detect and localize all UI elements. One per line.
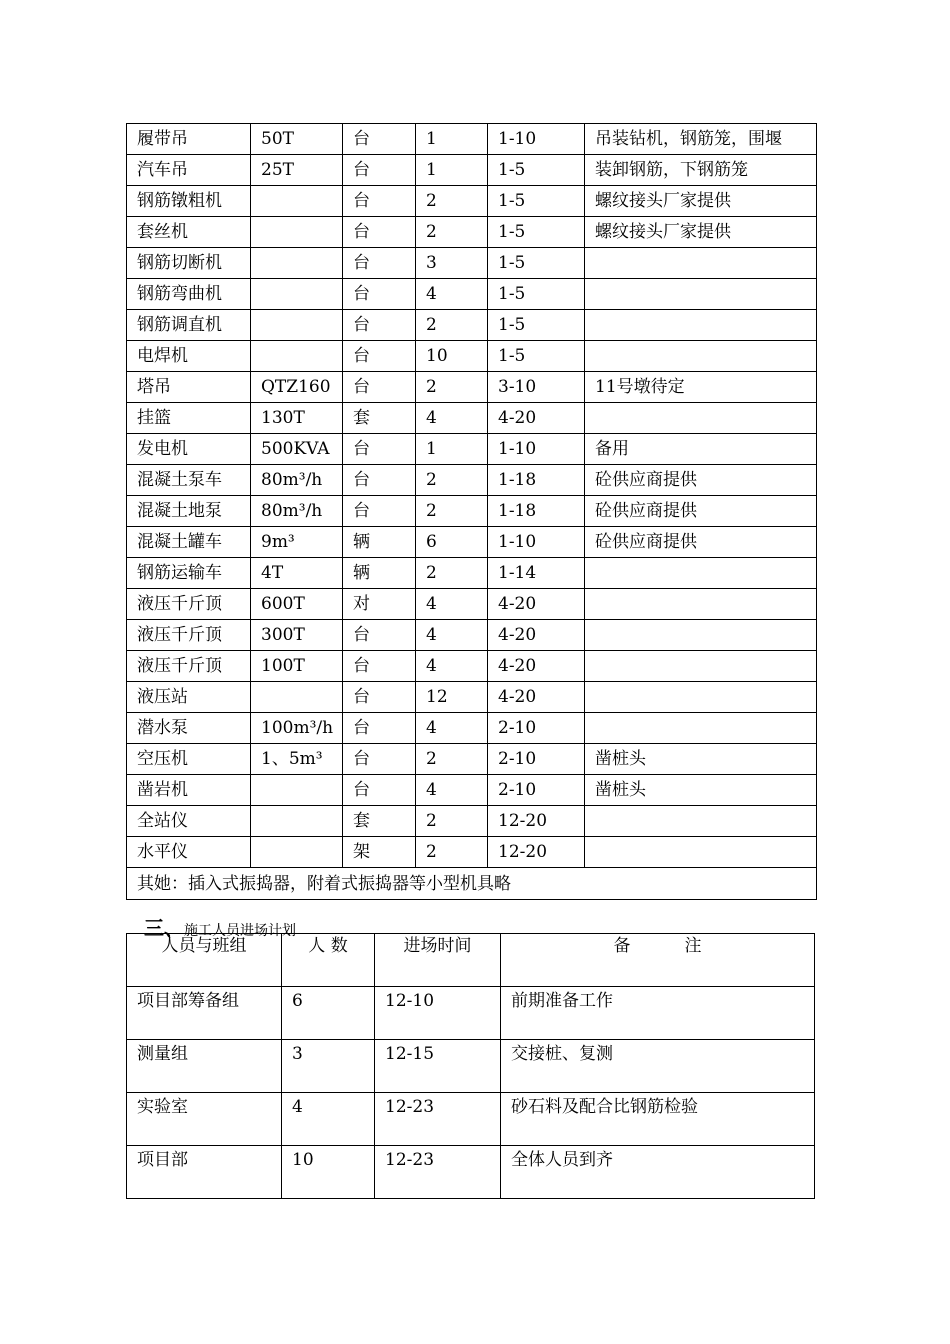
equipment-cell-name: 空压机 — [127, 744, 251, 775]
equipment-cell-note — [585, 682, 817, 713]
equipment-cell-qty: 1 — [416, 434, 488, 465]
equipment-cell-name: 液压千斤顶 — [127, 651, 251, 682]
equipment-row — [127, 248, 817, 279]
equipment-cell-period: 1-5 — [488, 341, 585, 372]
equipment-cell-unit: 台 — [343, 372, 416, 403]
personnel-header-remarks: 备 注 — [501, 934, 815, 987]
equipment-row — [127, 713, 817, 744]
equipment-cell-period: 1-5 — [488, 248, 585, 279]
equipment-cell-spec — [251, 217, 343, 248]
equipment-cell-name: 汽车吊 — [127, 155, 251, 186]
equipment-cell-qty: 2 — [416, 310, 488, 341]
equipment-cell-period: 3-10 — [488, 372, 585, 403]
equipment-row — [127, 620, 817, 651]
equipment-row — [127, 837, 817, 868]
personnel-row — [127, 1146, 815, 1199]
equipment-row — [127, 124, 817, 155]
personnel-cell-group: 项目部筹备组 — [127, 987, 282, 1040]
equipment-cell-name: 混凝土地泵 — [127, 496, 251, 527]
equipment-cell-period: 4-20 — [488, 651, 585, 682]
equipment-cell-note: 螺纹接头厂家提供 — [585, 217, 817, 248]
personnel-cell-entry-time: 12-23 — [375, 1146, 501, 1199]
equipment-row — [127, 682, 817, 713]
equipment-cell-unit: 台 — [343, 496, 416, 527]
equipment-cell-note — [585, 837, 817, 868]
equipment-cell-note — [585, 651, 817, 682]
equipment-cell-name: 钢筋运输车 — [127, 558, 251, 589]
equipment-cell-period: 1-5 — [488, 279, 585, 310]
equipment-cell-note — [585, 248, 817, 279]
equipment-cell-qty: 2 — [416, 496, 488, 527]
equipment-cell-period: 2-10 — [488, 744, 585, 775]
equipment-cell-spec: QTZ160 — [251, 372, 343, 403]
equipment-cell-spec — [251, 248, 343, 279]
personnel-cell-count: 6 — [282, 987, 375, 1040]
equipment-cell-note: 吊装钻机，钢筋笼，围堰 — [585, 124, 817, 155]
equipment-cell-name: 水平仪 — [127, 837, 251, 868]
equipment-cell-qty: 2 — [416, 217, 488, 248]
personnel-cell-remarks: 全体人员到齐 — [501, 1146, 815, 1199]
equipment-cell-spec: 300T — [251, 620, 343, 651]
section-title: 施工人员进场计划 — [184, 923, 296, 939]
equipment-row — [127, 496, 817, 527]
equipment-cell-qty: 1 — [416, 155, 488, 186]
equipment-cell-qty: 2 — [416, 806, 488, 837]
personnel-header-group: 人员与班组 — [127, 934, 282, 987]
equipment-cell-spec: 100m³/h — [251, 713, 343, 744]
equipment-cell-spec: 80m³/h — [251, 496, 343, 527]
equipment-table — [126, 123, 817, 900]
equipment-cell-note — [585, 279, 817, 310]
personnel-header-row — [127, 934, 815, 987]
equipment-cell-qty: 4 — [416, 651, 488, 682]
personnel-cell-entry-time: 12-23 — [375, 1093, 501, 1146]
equipment-cell-note: 砼供应商提供 — [585, 496, 817, 527]
equipment-cell-period: 4-20 — [488, 403, 585, 434]
equipment-cell-note: 备用 — [585, 434, 817, 465]
equipment-cell-spec: 500KVA — [251, 434, 343, 465]
equipment-cell-spec: 9m³ — [251, 527, 343, 558]
personnel-cell-entry-time: 12-10 — [375, 987, 501, 1040]
equipment-cell-name: 液压站 — [127, 682, 251, 713]
personnel-cell-remarks: 交接桩、复测 — [501, 1040, 815, 1093]
equipment-cell-period: 1-10 — [488, 434, 585, 465]
equipment-cell-period: 2-10 — [488, 713, 585, 744]
equipment-cell-name: 液压千斤顶 — [127, 589, 251, 620]
equipment-cell-unit: 辆 — [343, 558, 416, 589]
equipment-cell-qty: 2 — [416, 372, 488, 403]
equipment-row — [127, 279, 817, 310]
equipment-cell-period: 1-5 — [488, 310, 585, 341]
equipment-cell-spec: 80m³/h — [251, 465, 343, 496]
equipment-cell-name: 液压千斤顶 — [127, 620, 251, 651]
equipment-cell-period: 1-18 — [488, 496, 585, 527]
equipment-cell-qty: 2 — [416, 558, 488, 589]
personnel-row — [127, 1040, 815, 1093]
personnel-row — [127, 987, 815, 1040]
equipment-cell-spec: 1、5m³ — [251, 744, 343, 775]
equipment-cell-qty: 12 — [416, 682, 488, 713]
personnel-cell-count: 4 — [282, 1093, 375, 1146]
equipment-cell-unit: 台 — [343, 775, 416, 806]
personnel-cell-count: 3 — [282, 1040, 375, 1093]
equipment-cell-period: 12-20 — [488, 806, 585, 837]
equipment-cell-period: 2-10 — [488, 775, 585, 806]
personnel-header-count: 人 数 — [282, 934, 375, 987]
equipment-cell-name: 钢筋弯曲机 — [127, 279, 251, 310]
equipment-cell-unit: 台 — [343, 186, 416, 217]
equipment-row — [127, 310, 817, 341]
equipment-cell-spec — [251, 775, 343, 806]
equipment-cell-unit: 架 — [343, 837, 416, 868]
equipment-row — [127, 434, 817, 465]
equipment-cell-note: 凿桩头 — [585, 775, 817, 806]
equipment-cell-note — [585, 403, 817, 434]
equipment-row — [127, 465, 817, 496]
equipment-row — [127, 775, 817, 806]
equipment-cell-spec: 100T — [251, 651, 343, 682]
equipment-row — [127, 186, 817, 217]
equipment-cell-name: 混凝土罐车 — [127, 527, 251, 558]
personnel-cell-remarks: 前期准备工作 — [501, 987, 815, 1040]
equipment-cell-unit: 台 — [343, 341, 416, 372]
equipment-cell-note — [585, 620, 817, 651]
equipment-cell-spec — [251, 806, 343, 837]
equipment-cell-spec: 130T — [251, 403, 343, 434]
personnel-cell-remarks: 砂石料及配合比钢筋检验 — [501, 1093, 815, 1146]
equipment-cell-qty: 4 — [416, 713, 488, 744]
equipment-cell-note — [585, 558, 817, 589]
equipment-cell-spec — [251, 341, 343, 372]
equipment-cell-note — [585, 589, 817, 620]
personnel-cell-group: 实验室 — [127, 1093, 282, 1146]
equipment-cell-note: 11号墩待定 — [585, 372, 817, 403]
equipment-cell-unit: 套 — [343, 806, 416, 837]
equipment-row — [127, 744, 817, 775]
equipment-cell-name: 混凝土泵车 — [127, 465, 251, 496]
equipment-row — [127, 217, 817, 248]
equipment-cell-qty: 2 — [416, 465, 488, 496]
equipment-cell-note — [585, 713, 817, 744]
equipment-cell-name: 电焊机 — [127, 341, 251, 372]
equipment-cell-name: 钢筋切断机 — [127, 248, 251, 279]
equipment-cell-period: 1-14 — [488, 558, 585, 589]
equipment-cell-period: 1-5 — [488, 155, 585, 186]
equipment-cell-note: 砼供应商提供 — [585, 465, 817, 496]
equipment-cell-unit: 辆 — [343, 527, 416, 558]
equipment-row — [127, 806, 817, 837]
equipment-cell-unit: 台 — [343, 217, 416, 248]
equipment-cell-spec — [251, 682, 343, 713]
equipment-cell-qty: 4 — [416, 620, 488, 651]
equipment-cell-unit: 台 — [343, 651, 416, 682]
equipment-cell-spec — [251, 186, 343, 217]
equipment-cell-unit: 对 — [343, 589, 416, 620]
equipment-cell-period: 4-20 — [488, 620, 585, 651]
equipment-cell-unit: 台 — [343, 465, 416, 496]
personnel-row — [127, 1093, 815, 1146]
equipment-cell-qty: 1 — [416, 124, 488, 155]
equipment-cell-qty: 4 — [416, 403, 488, 434]
equipment-cell-unit: 台 — [343, 310, 416, 341]
equipment-cell-period: 4-20 — [488, 682, 585, 713]
equipment-cell-spec: 25T — [251, 155, 343, 186]
personnel-header-entry-time: 进场时间 — [375, 934, 501, 987]
equipment-footer-note: 其她：插入式振捣器，附着式振捣器等小型机具略 — [127, 868, 817, 900]
equipment-cell-qty: 4 — [416, 279, 488, 310]
equipment-cell-unit: 台 — [343, 248, 416, 279]
equipment-cell-note: 凿桩头 — [585, 744, 817, 775]
equipment-cell-qty: 4 — [416, 775, 488, 806]
equipment-cell-note — [585, 806, 817, 837]
equipment-cell-spec: 50T — [251, 124, 343, 155]
equipment-cell-period: 1-5 — [488, 217, 585, 248]
personnel-cell-group: 项目部 — [127, 1146, 282, 1199]
equipment-cell-unit: 套 — [343, 403, 416, 434]
equipment-footer-row — [127, 868, 817, 900]
equipment-row — [127, 651, 817, 682]
equipment-cell-unit: 台 — [343, 124, 416, 155]
equipment-cell-spec: 600T — [251, 589, 343, 620]
equipment-cell-period: 1-10 — [488, 124, 585, 155]
equipment-cell-qty: 4 — [416, 589, 488, 620]
equipment-row — [127, 403, 817, 434]
equipment-cell-name: 潜水泵 — [127, 713, 251, 744]
equipment-cell-qty: 3 — [416, 248, 488, 279]
personnel-cell-count: 10 — [282, 1146, 375, 1199]
equipment-cell-name: 套丝机 — [127, 217, 251, 248]
equipment-cell-unit: 台 — [343, 279, 416, 310]
equipment-cell-name: 发电机 — [127, 434, 251, 465]
equipment-cell-name: 钢筋调直机 — [127, 310, 251, 341]
personnel-table — [126, 933, 815, 1199]
equipment-cell-period: 12-20 — [488, 837, 585, 868]
equipment-cell-name: 钢筋镦粗机 — [127, 186, 251, 217]
equipment-body — [127, 124, 817, 900]
equipment-cell-name: 挂篮 — [127, 403, 251, 434]
equipment-row — [127, 558, 817, 589]
equipment-cell-name: 凿岩机 — [127, 775, 251, 806]
equipment-cell-qty: 10 — [416, 341, 488, 372]
equipment-cell-qty: 2 — [416, 837, 488, 868]
equipment-cell-unit: 台 — [343, 620, 416, 651]
equipment-row — [127, 155, 817, 186]
equipment-cell-qty: 2 — [416, 186, 488, 217]
equipment-cell-period: 4-20 — [488, 589, 585, 620]
equipment-cell-period: 1-10 — [488, 527, 585, 558]
personnel-cell-entry-time: 12-15 — [375, 1040, 501, 1093]
equipment-cell-name: 全站仪 — [127, 806, 251, 837]
equipment-cell-spec — [251, 837, 343, 868]
equipment-cell-spec — [251, 310, 343, 341]
personnel-cell-group: 测量组 — [127, 1040, 282, 1093]
equipment-cell-unit: 台 — [343, 434, 416, 465]
equipment-cell-note: 砼供应商提供 — [585, 527, 817, 558]
equipment-cell-note: 螺纹接头厂家提供 — [585, 186, 817, 217]
equipment-cell-note — [585, 341, 817, 372]
equipment-cell-spec: 4T — [251, 558, 343, 589]
equipment-cell-note: 装卸钢筋，下钢筋笼 — [585, 155, 817, 186]
equipment-cell-name: 履带吊 — [127, 124, 251, 155]
equipment-cell-unit: 台 — [343, 744, 416, 775]
equipment-row — [127, 527, 817, 558]
equipment-cell-name: 塔吊 — [127, 372, 251, 403]
equipment-cell-unit: 台 — [343, 682, 416, 713]
equipment-cell-unit: 台 — [343, 155, 416, 186]
equipment-cell-spec — [251, 279, 343, 310]
equipment-row — [127, 372, 817, 403]
equipment-cell-qty: 6 — [416, 527, 488, 558]
personnel-body — [127, 934, 815, 1199]
equipment-row — [127, 341, 817, 372]
equipment-cell-qty: 2 — [416, 744, 488, 775]
equipment-row — [127, 589, 817, 620]
equipment-cell-note — [585, 310, 817, 341]
equipment-cell-period: 1-18 — [488, 465, 585, 496]
section-number: 三、 — [144, 916, 184, 940]
equipment-cell-unit: 台 — [343, 713, 416, 744]
equipment-cell-period: 1-5 — [488, 186, 585, 217]
